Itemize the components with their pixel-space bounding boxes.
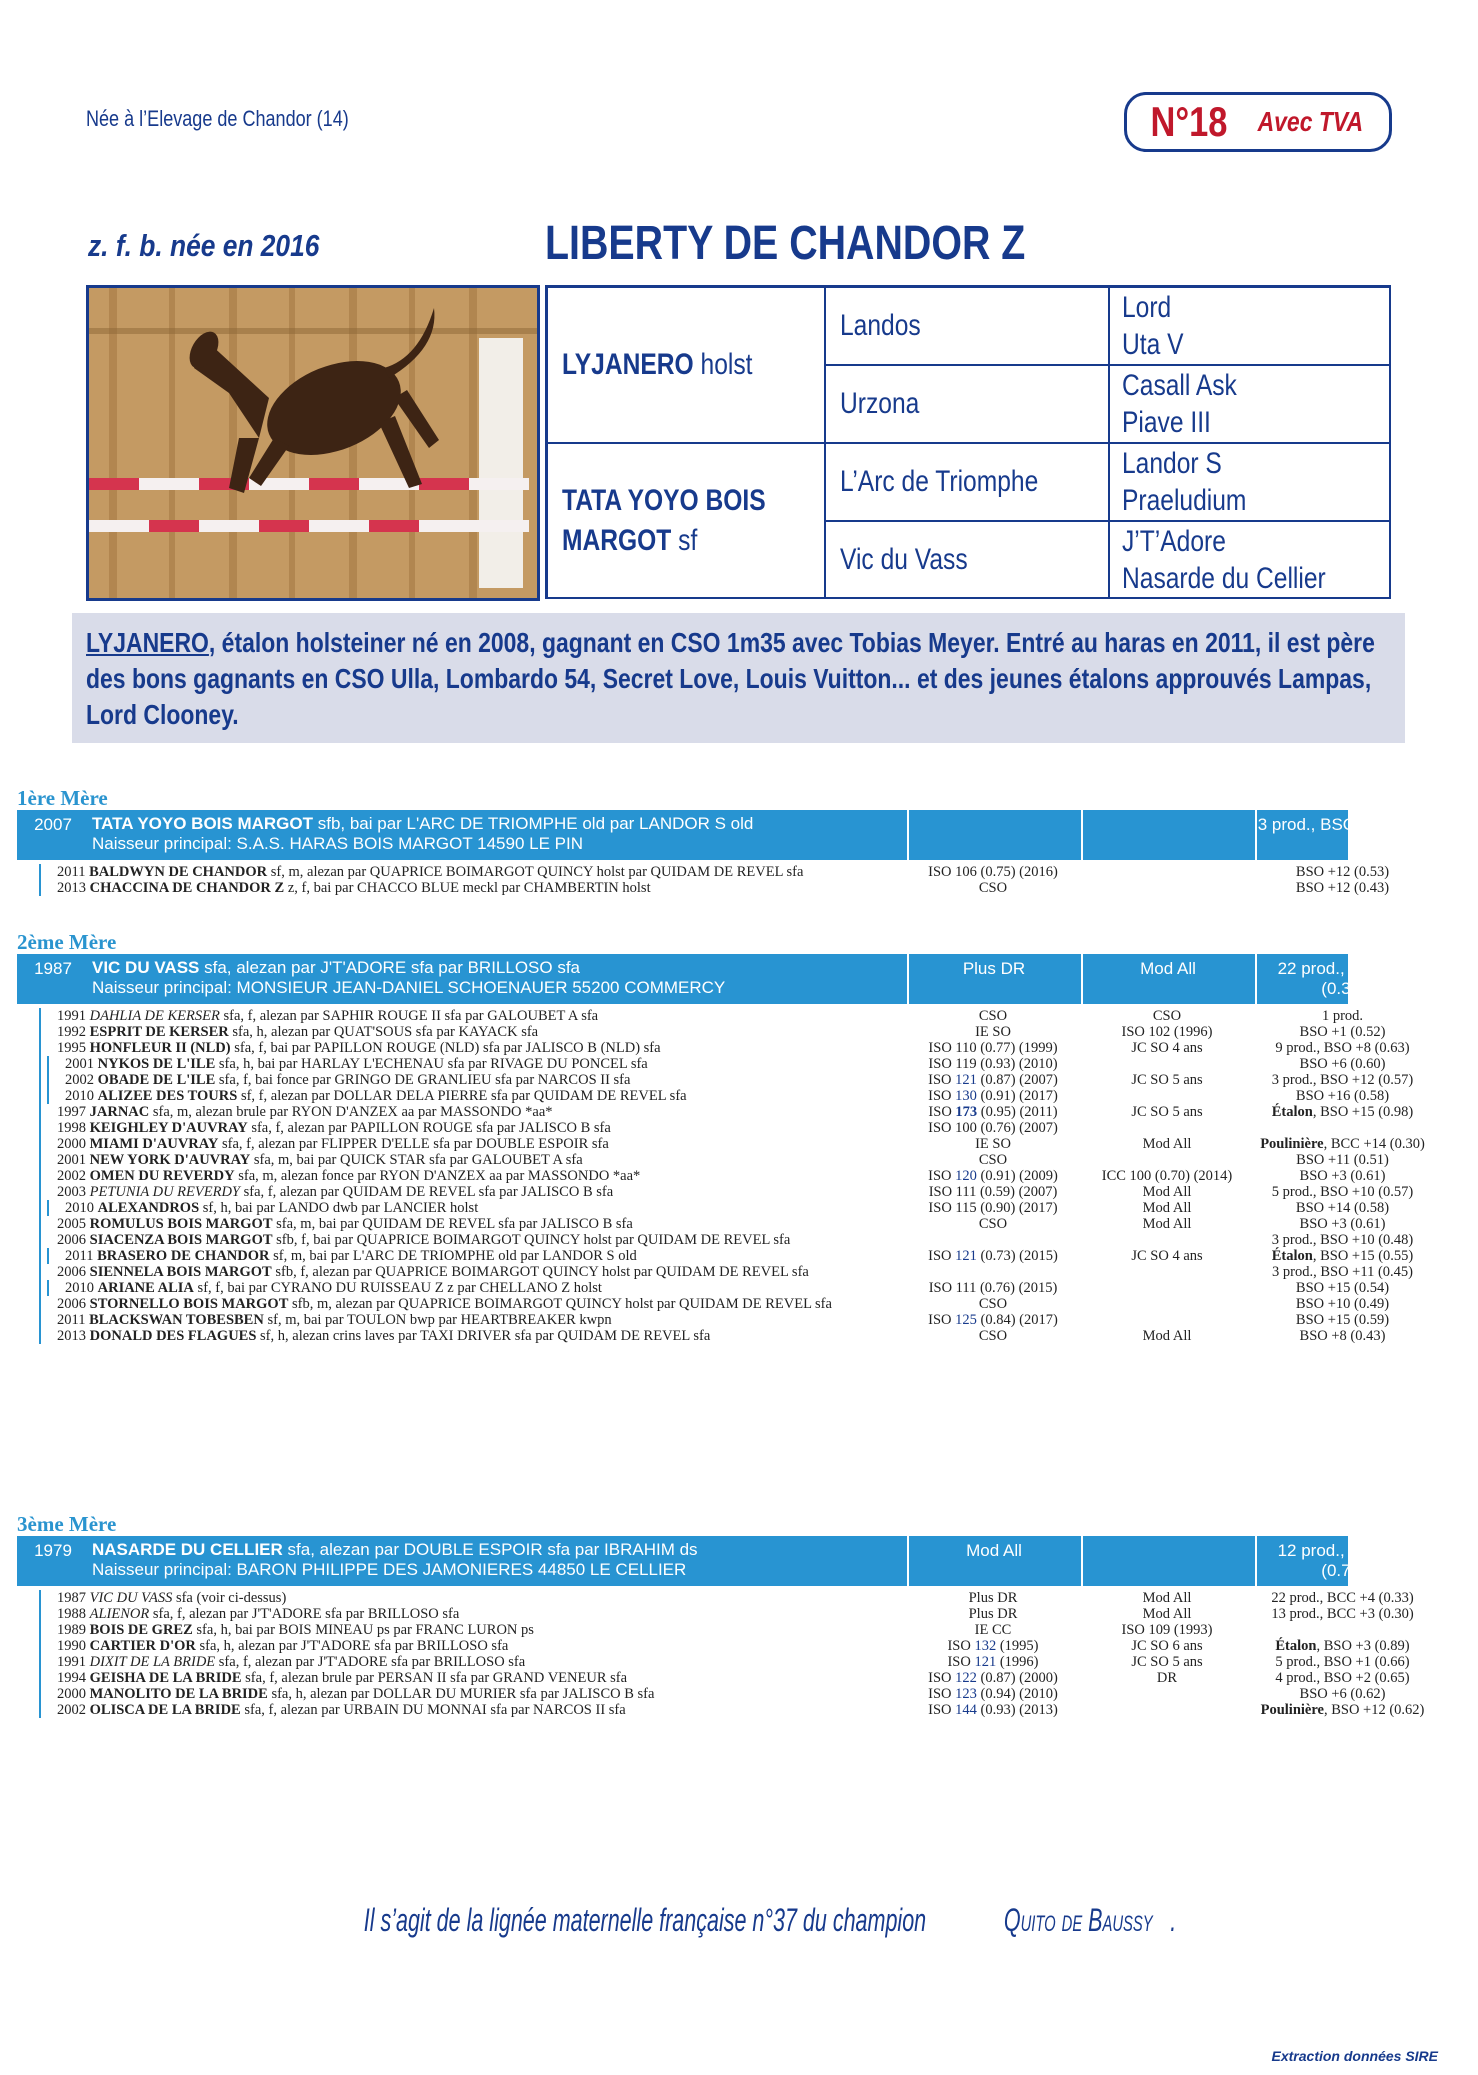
mother-1-c2: [1081, 810, 1253, 860]
sds-name: Casall Ask: [1122, 369, 1237, 402]
product-row: 2011 BALDWYN DE CHANDOR sf, m, alezan par QUAPRICE BOIMARGOT QUINCY holst par QUIDAM DE REVEL sfa ISO 106 (0.75) (2016) BSO +12 (0.53): [17, 864, 1348, 880]
product-row: 2013 DONALD DES FLAGUES sf, h, alezan crins laves par TAXI DRIVER sfa par QUIDAM DE REVEL sfa CSO Mod All BSO +8 (0.43): [17, 1328, 1348, 1344]
ddd-name: Nasarde du Cellier: [1122, 562, 1326, 595]
pedigree-dd: [825, 521, 1109, 599]
product-row: 1990 CARTIER D'OR sfa, h, alezan par J'T'ADORE sfa par BRILLOSO sfa ISO 132 (1995) JC SO 6 ans Étalon, BSO +3 (0.89): [17, 1638, 1348, 1654]
mother-2-c3: 22 prod., BCC +4 (0.33): [1255, 954, 1430, 1004]
mother-2-heading: 2ème Mère: [17, 930, 117, 954]
product-row: 2001 NEW YORK D'AUVRAY sfa, m, bai par QUICK STAR sfa par GALOUBET A sfa CSO BSO +11 (0.51): [17, 1152, 1348, 1168]
sire-note-text: , étalon holsteiner né en 2008, gagnant en CSO 1m35 avec Tobias Meyer. Entré au haras en 2011, il est père des bons gagnants en CSO Ulla, Lombardo 54, Secret Love, Louis Vuitton... et des jeunes étalons approuvés Lampas, Lord Clooney.: [86, 627, 1375, 730]
horse-photo: [86, 285, 540, 601]
pedigree-ss: [825, 287, 1109, 365]
mother-1-breeder: Naisseur principal: S.A.S. HARAS BOIS MARGOT 14590 LE PIN: [92, 834, 583, 853]
mother-3-products: [17, 1590, 1425, 1718]
mother-1-c1: [907, 810, 1079, 860]
maternal-line-end: .: [1169, 1902, 1176, 1938]
maternal-line-text: Il s’agit de la lignée maternelle française n°37 du champion: [363, 1902, 926, 1938]
sire-name: LYJANERO: [562, 348, 694, 381]
mother-2-year: 1987: [34, 959, 72, 978]
product-row: 2002 OBADE DE L'ILE sfa, f, bai fonce par GRINGO DE GRANLIEU sfa par NARCOS II sfa ISO 121 (0.87) (2007) JC SO 5 ans 3 prod., BSO +12 (0.57): [17, 1072, 1348, 1088]
mother-3-line1: sfa, alezan par DOUBLE ESPOIR sfa par IBRAHIM ds: [282, 1540, 698, 1559]
product-row: 1991 DIXIT DE LA BRIDE sfa, f, alezan par J'T'ADORE sfa par BRILLOSO sfa ISO 121 (1996) JC SO 5 ans 5 prod., BSO +1 (0.66): [17, 1654, 1348, 1670]
product-row: 1991 DAHLIA DE KERSER sfa, f, alezan par SAPHIR ROUGE II sfa par GALOUBET A sfa CSO CSO 1 prod.: [17, 1008, 1348, 1024]
sire-note: [72, 613, 1405, 743]
mother-2-bar: [17, 954, 1410, 1004]
mother-1-heading: 1ère Mère: [17, 786, 108, 810]
product-row: 2000 MIAMI D'AUVRAY sfa, f, alezan par FLIPPER D'ELLE sfa par DOUBLE ESPOIR sfa IE SO Mod All Poulinière, BCC +14 (0.30): [17, 1136, 1348, 1152]
product-row: 2011 BLACKSWAN TOBESBEN sf, m, bai par TOULON bwp par HEARTBREAKER kwpn ISO 125 (0.84) (2017) BSO +15 (0.59): [17, 1312, 1348, 1328]
product-row: 1998 KEIGHLEY D'AUVRAY sfa, f, alezan par PAPILLON ROUGE sfa par JALISCO B sfa ISO 100 (0.76) (2007): [17, 1120, 1348, 1136]
lot-badge: [1124, 92, 1392, 152]
product-row: 2005 ROMULUS BOIS MARGOT sfa, m, bai par QUIDAM DE REVEL sfa par JALISCO B sfa CSO Mod All BSO +3 (0.61): [17, 1216, 1348, 1232]
mother-2-line1: sfa, alezan par J'T'ADORE sfa par BRILLOSO sfa: [199, 958, 581, 977]
pedigree-dam: [547, 443, 825, 599]
product-row: 1989 BOIS DE GREZ sfa, h, bai par BOIS MINEAU ps par FRANC LURON ps IE CC ISO 109 (1993): [17, 1622, 1348, 1638]
pedigree-ds: [825, 443, 1109, 521]
product-row: 2011 BRASERO DE CHANDOR sf, m, bai par L'ARC DE TRIOMPHE old par LANDOR S old ISO 121 (0.73) (2015) JC SO 4 ans Étalon, BSO +15 (0.55): [17, 1248, 1348, 1264]
product-row: 1987 VIC DU VASS sfa (voir ci-dessus) Plus DR Mod All 22 prod., BCC +4 (0.33): [17, 1590, 1348, 1606]
mother-2-breeder: Naisseur principal: MONSIEUR JEAN-DANIEL SCHOENAUER 55200 COMMERCY: [92, 978, 726, 997]
product-row: 2001 NYKOS DE L'ILE sfa, h, bai par HARLAY L'ECHENAU sfa par RIVAGE DU PONCEL sfa ISO 119 (0.93) (2010) BSO +6 (0.60): [17, 1056, 1348, 1072]
product-row: 2003 PETUNIA DU REVERDY sfa, f, alezan par QUIDAM DE REVEL sfa par JALISCO B sfa ISO 111 (0.59) (2007) Mod All 5 prod., BSO +10 (0.57): [17, 1184, 1348, 1200]
pedigree-dd-parents: [1109, 521, 1391, 599]
ss-name: Landos: [840, 309, 921, 342]
birthplace-text: Née à l’Elevage de Chandor (14): [86, 106, 349, 131]
pedigree-table: [545, 285, 1391, 599]
sire-credit: Extraction données SIRE: [1271, 2048, 1438, 2064]
pedigree-ss-parents: [1109, 287, 1391, 365]
pedigree-sd-parents: [1109, 365, 1391, 443]
product-row: 1997 JARNAC sfa, m, alezan brule par RYON D'ANZEX aa par MASSONDO *aa* ISO 173 (0.95) (2011) JC SO 5 ans Étalon, BSO +15 (0.98): [17, 1104, 1348, 1120]
mother-1-c3: 3 prod., BSO +9 (0.44): [1255, 810, 1430, 860]
mother-3-year: 1979: [34, 1541, 72, 1560]
product-row: 1992 ESPRIT DE KERSER sfa, h, alezan par QUAT'SOUS sfa par KAYACK sfa IE SO ISO 102 (1996) BSO +1 (0.52): [17, 1024, 1348, 1040]
dam-name-line2: MARGOT: [562, 524, 672, 557]
sdd-name: Piave III: [1122, 406, 1211, 439]
product-row: 1994 GEISHA DE LA BRIDE sfa, f, alezan brule par PERSAN II sfa par GRAND VENEUR sfa ISO 122 (0.87) (2000) DR 4 prod., BSO +2 (0.65): [17, 1670, 1348, 1686]
mother-1-bar: [17, 810, 1430, 860]
product-row: 2006 SIENNELA BOIS MARGOT sfb, f, alezan par QUAPRICE BOIMARGOT QUINCY holst par QUIDAM DE REVEL sfa 3 prod., BSO +11 (0.45): [17, 1264, 1348, 1280]
mother-3-c1: Mod All: [907, 1536, 1079, 1586]
maternal-line-note: [0, 1902, 1478, 1939]
dss-name: Landor S: [1122, 447, 1222, 480]
lot-tax: Avec TVA: [1257, 106, 1363, 137]
pedigree-ds-parents: [1109, 443, 1391, 521]
mother-3-heading: 3ème Mère: [17, 1512, 117, 1536]
mother-2-desc: [92, 954, 904, 1004]
mother-3-breeder: Naisseur principal: BARON PHILIPPE DES JAMONIERES 44850 LE CELLIER: [92, 1560, 687, 1579]
product-row: 1995 HONFLEUR II (NLD) sfa, f, bai par PAPILLON ROUGE (NLD) sfa par JALISCO B (NLD) sfa ISO 110 (0.77) (1999) JC SO 4 ans 9 prod., BSO +8 (0.63): [17, 1040, 1348, 1056]
mother-1-line1: sfb, bai par L'ARC DE TRIOMPHE old par LANDOR S old: [313, 814, 754, 833]
mother-2-c1: Plus DR: [907, 954, 1079, 1004]
ssd-name: Uta V: [1122, 328, 1184, 361]
dam-breed: sf: [678, 524, 698, 557]
lot-number: N°18: [1150, 98, 1228, 145]
dsd-name: Praeludium: [1122, 484, 1247, 517]
product-row: 2000 MANOLITO DE LA BRIDE sfa, h, alezan par DOLLAR DU MURIER sfa par JALISCO B sfa ISO 123 (0.94) (2010) BSO +6 (0.62): [17, 1686, 1348, 1702]
mother-3-bar: [17, 1536, 1410, 1586]
maternal-line-champion: Quito de Baussy: [1003, 1902, 1153, 1938]
mother-3-c3: 12 prod., BSO +3 (0.70): [1255, 1536, 1430, 1586]
sire-breed: holst: [700, 348, 753, 381]
mother-3-c2: [1081, 1536, 1253, 1586]
mother-1-name: TATA YOYO BOIS MARGOT: [92, 814, 313, 833]
mother-3-name: NASARDE DU CELLIER: [92, 1540, 283, 1559]
product-row: 2013 CHACCINA DE CHANDOR Z z, f, bai par CHACCO BLUE meckl par CHAMBERTIN holst CSO BSO +12 (0.43): [17, 880, 1348, 896]
product-row: 2010 ALIZEE DES TOURS sf, f, alezan par DOLLAR DELA PIERRE sfa par QUIDAM DE REVEL sfa ISO 130 (0.91) (2017) BSO +16 (0.58): [17, 1088, 1348, 1104]
mother-2-c2: Mod All: [1081, 954, 1253, 1004]
sire-note-link: LYJANERO: [86, 627, 209, 658]
product-row: 2010 ARIANE ALIA sf, f, bai par CYRANO DU RUISSEAU Z z par CHELLANO Z holst ISO 111 (0.76) (2015) BSO +15 (0.54): [17, 1280, 1348, 1296]
mother-2-products: [17, 1008, 1425, 1344]
dd-name: Vic du Vass: [840, 543, 968, 576]
dam-name-line1: TATA YOYO BOIS: [562, 484, 766, 517]
product-row: 2002 OMEN DU REVERDY sfa, m, alezan fonce par RYON D'ANZEX aa par MASSONDO *aa* ISO 120 (0.91) (2009) ICC 100 (0.70) (2014) BSO +3 (0.61): [17, 1168, 1348, 1184]
product-row: 2002 OLISCA DE LA BRIDE sfa, f, alezan par URBAIN DU MONNAI sfa par NARCOS II sfa ISO 144 (0.93) (2013) Poulinière, BSO +12 (0.62): [17, 1702, 1348, 1718]
pedigree-sd: [825, 365, 1109, 443]
mother-1-products: [17, 864, 1390, 896]
sd-name: Urzona: [840, 387, 920, 420]
product-row: 2006 STORNELLO BOIS MARGOT sfb, m, alezan par QUAPRICE BOIMARGOT QUINCY holst par QUIDAM DE REVEL sfa CSO BSO +10 (0.49): [17, 1296, 1348, 1312]
product-row: 2010 ALEXANDROS sf, h, bai par LANDO dwb par LANCIER holst ISO 115 (0.90) (2017) Mod All BSO +14 (0.58): [17, 1200, 1348, 1216]
mother-2-name: VIC DU VASS: [92, 958, 200, 977]
horse-subtitle: z. f. b. née en 2016: [88, 228, 320, 263]
pedigree-sire: [547, 287, 825, 443]
mother-1-year: 2007: [34, 815, 72, 834]
mother-1-desc: [92, 810, 904, 860]
product-row: 1988 ALIENOR sfa, f, alezan par J'T'ADORE sfa par BRILLOSO sfa Plus DR Mod All 13 prod., BCC +3 (0.30): [17, 1606, 1348, 1622]
horse-name: LIBERTY DE CHANDOR Z: [545, 217, 1026, 270]
product-row: 2006 SIACENZA BOIS MARGOT sfb, f, bai par QUAPRICE BOIMARGOT QUINCY holst par QUIDAM DE REVEL sfa 3 prod., BSO +10 (0.48): [17, 1232, 1348, 1248]
dds-name: J’T’Adore: [1122, 525, 1226, 558]
mother-3-desc: [92, 1536, 904, 1586]
ds-name: L’Arc de Triomphe: [840, 465, 1039, 498]
sss-name: Lord: [1122, 291, 1172, 324]
